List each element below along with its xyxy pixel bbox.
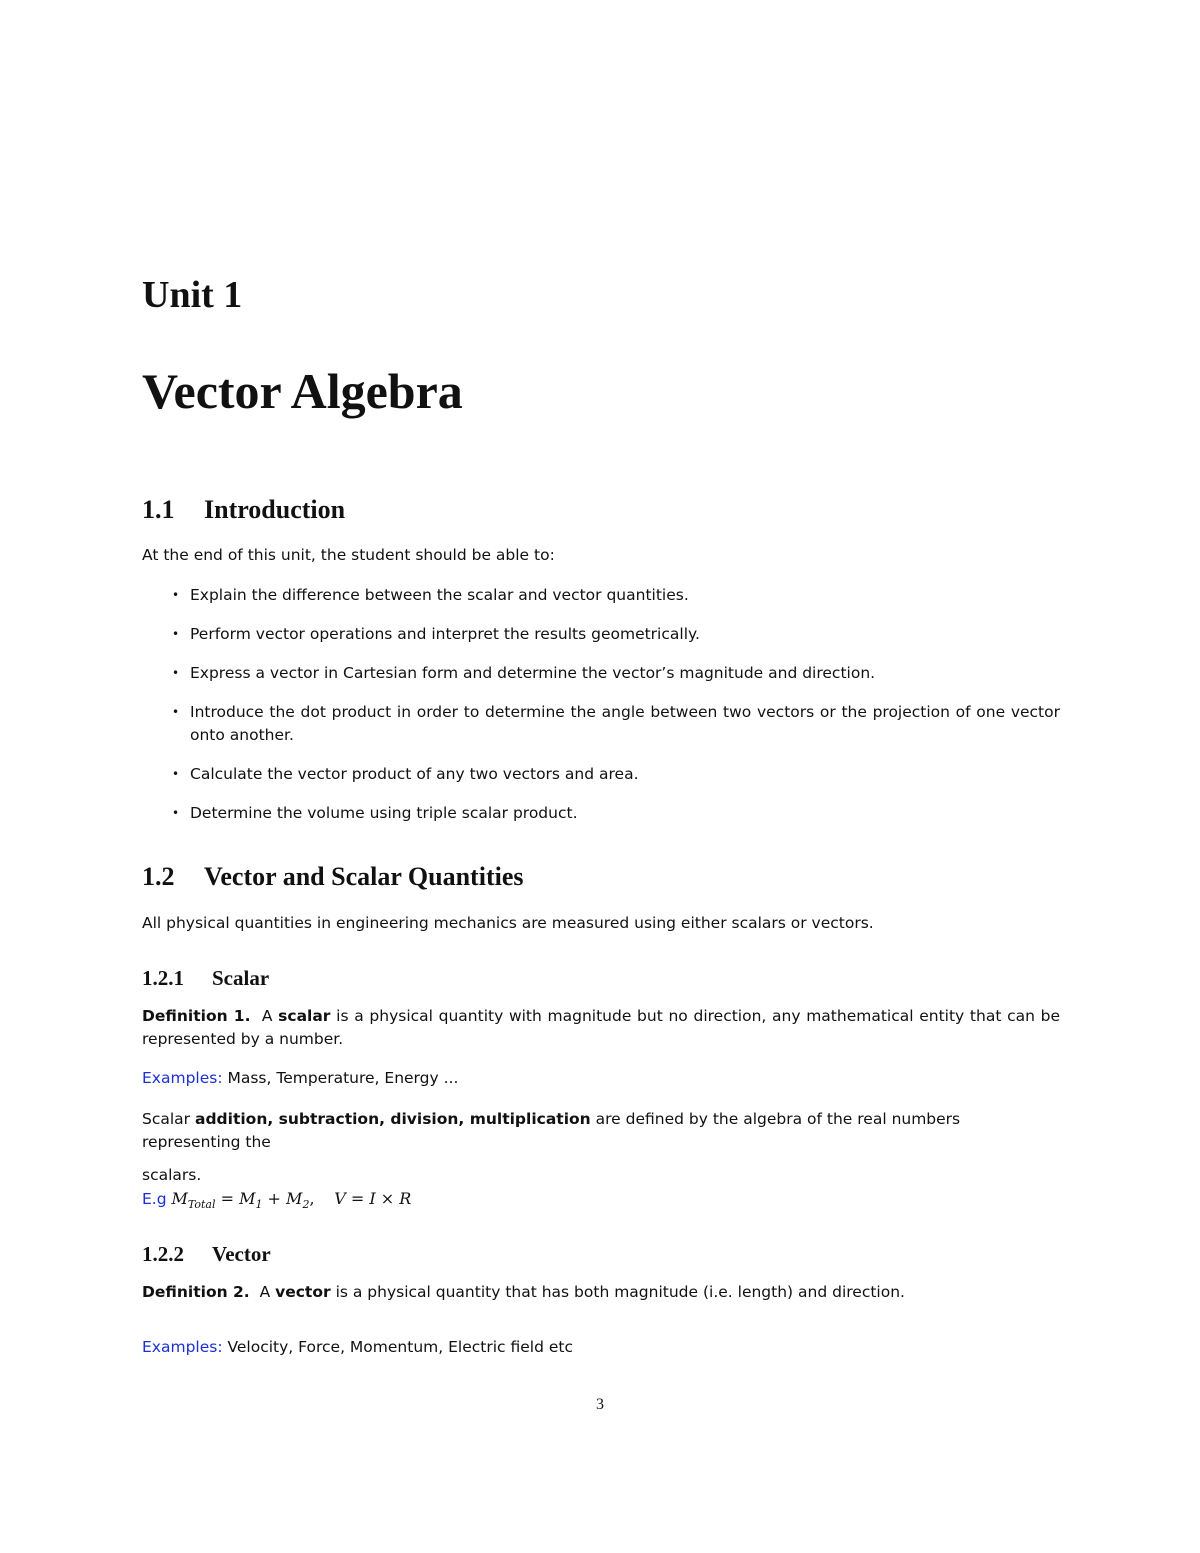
definition-vector: Definition 2. A vector is a physical quantity that has both magnitude (i.e. length) and direction. xyxy=(142,1283,905,1301)
objectives-list xyxy=(170,584,1060,841)
bullet-icon: • xyxy=(172,666,180,680)
section-number: 1.1 xyxy=(142,495,175,524)
definition-label: Definition 2. xyxy=(142,1283,250,1301)
section-heading-introduction xyxy=(142,493,345,527)
scalar-examples: Examples: Mass, Temperature, Energy ... xyxy=(142,1069,459,1087)
unit-label: Unit 1 xyxy=(142,274,243,316)
section-heading-vector-scalar xyxy=(142,860,523,894)
eg-label: E.g xyxy=(142,1190,167,1208)
section-title: Vector and Scalar Quantities xyxy=(204,862,524,891)
scalar-equation xyxy=(142,1187,1060,1216)
list-item: • Perform vector operations and interpret the results geometrically. xyxy=(170,623,1060,646)
list-item: • Calculate the vector product of any two vectors and area. xyxy=(170,763,1060,786)
examples-label: Examples: xyxy=(142,1069,223,1087)
subsection-title: Scalar xyxy=(212,966,270,990)
vector-examples: Examples: Velocity, Force, Momentum, Electric field etc xyxy=(142,1338,573,1356)
scalar-operations: Scalar addition, subtraction, division, multiplication are defined by the algebra of the real numbers representing the xyxy=(142,1110,961,1151)
page-number: 3 xyxy=(596,1396,604,1413)
section-number: 1.2 xyxy=(142,862,175,891)
examples-label: Examples: xyxy=(142,1338,223,1356)
unit-title: Vector Algebra xyxy=(142,363,463,419)
bullet-icon: • xyxy=(172,627,180,641)
definition-label: Definition 1. xyxy=(142,1007,251,1025)
definition-term: vector xyxy=(275,1283,331,1301)
section-intro-paragraph: All physical quantities in engineering mechanics are measured using either scalars or vectors. xyxy=(142,914,874,932)
bullet-icon: • xyxy=(172,588,180,602)
section-title: Introduction xyxy=(204,495,346,524)
subsection-title: Vector xyxy=(212,1242,271,1266)
subsection-number: 1.2.2 xyxy=(142,1242,184,1266)
subsection-heading-scalar xyxy=(142,964,269,992)
equation-mass: $M_{Total} = M_1 + M_2$, xyxy=(171,1189,315,1212)
intro-paragraph: At the end of this unit, the student should be able to: xyxy=(142,546,555,564)
equation-ohm: V = I × R xyxy=(334,1189,412,1208)
definition-term: scalar xyxy=(278,1007,331,1025)
subsection-heading-vector xyxy=(142,1240,271,1268)
bullet-icon: • xyxy=(172,806,180,820)
list-item: • Introduce the dot product in order to determine the angle between two vectors or the projection of one vector onto another. xyxy=(172,703,1060,744)
bullet-icon: • xyxy=(172,767,180,781)
list-item: • Explain the difference between the scalar and vector quantities. xyxy=(170,584,1060,607)
list-item: • Determine the volume using triple scalar product. xyxy=(170,802,1060,825)
scalar-operations-continued: scalars. xyxy=(142,1166,202,1184)
bullet-icon: • xyxy=(172,705,180,719)
subsection-number: 1.2.1 xyxy=(142,966,184,990)
definition-scalar: Definition 1. A scalar is a physical quantity with magnitude but no direction, any mathematical entity that can be represented by a number. xyxy=(142,1007,1060,1048)
list-item: • Express a vector in Cartesian form and determine the vector’s magnitude and direction. xyxy=(170,662,1060,685)
